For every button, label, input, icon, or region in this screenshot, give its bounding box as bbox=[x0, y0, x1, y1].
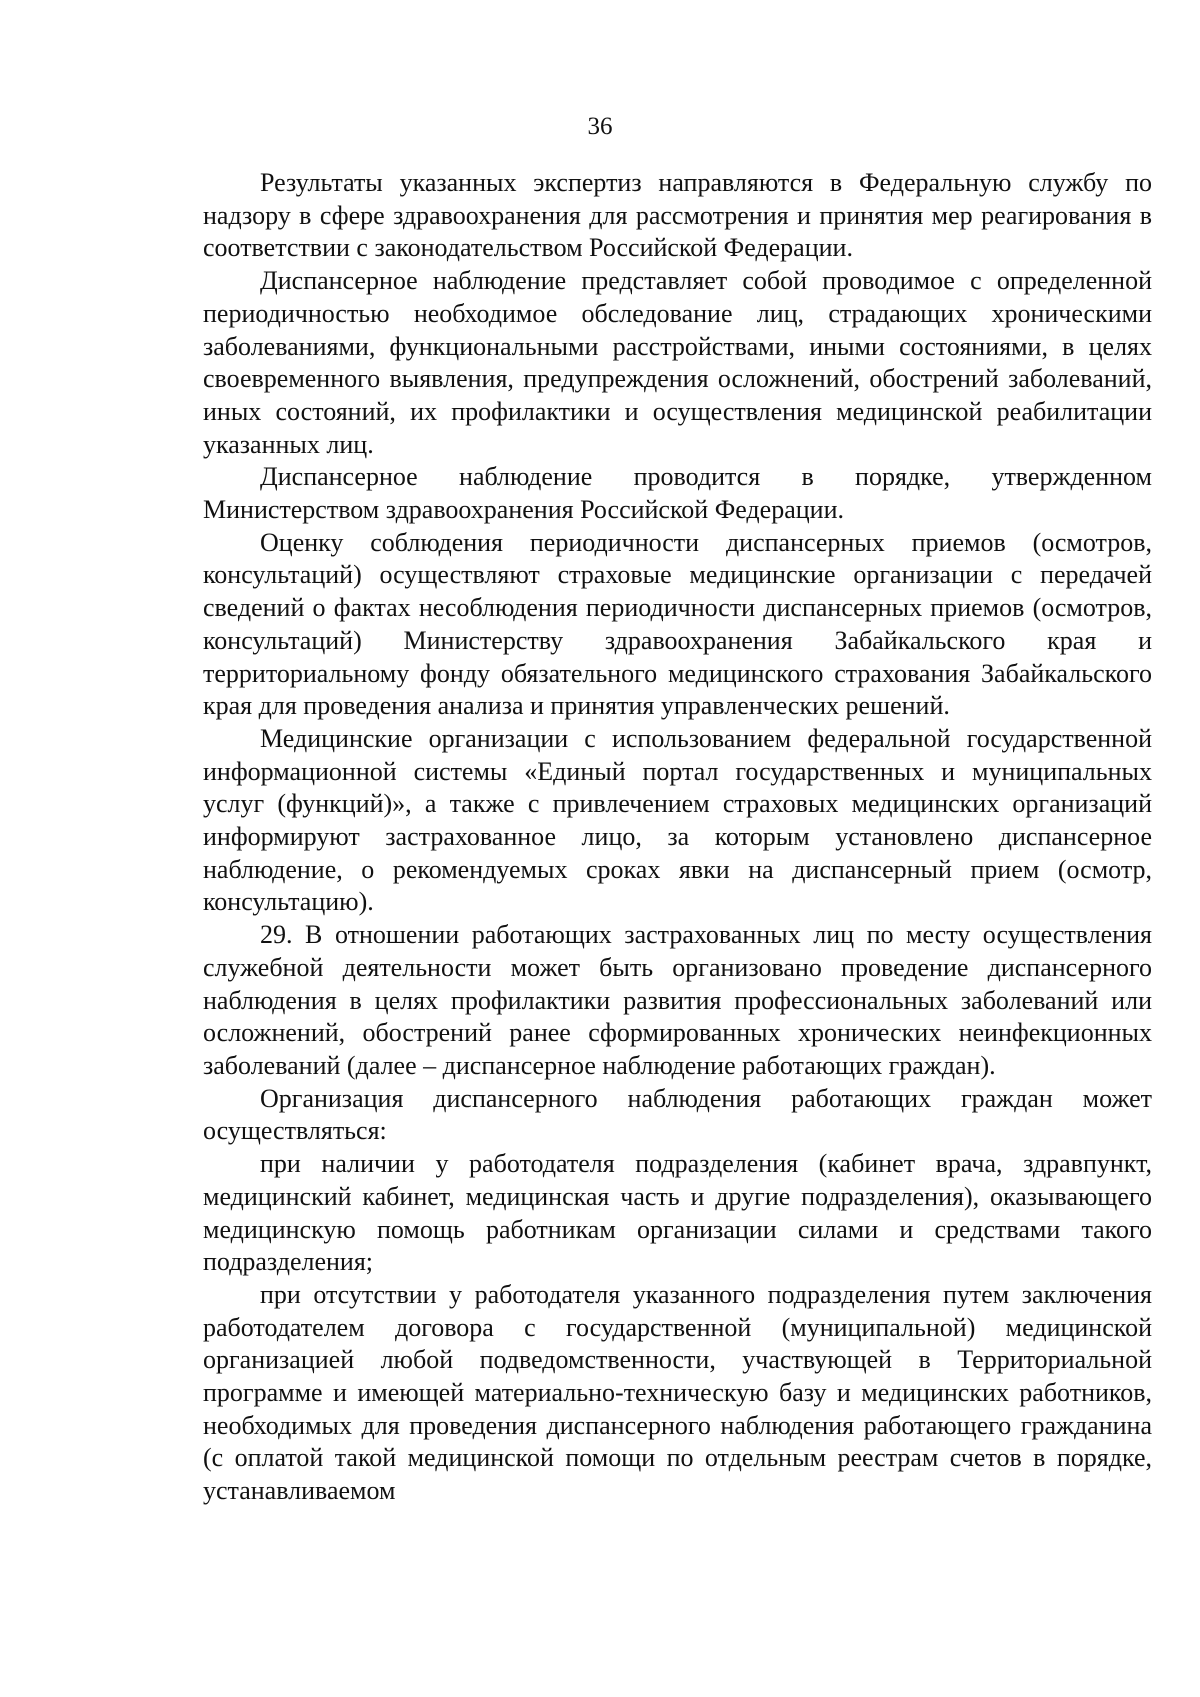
paragraph-dispensary-definition: Диспансерное наблюдение представляет собой проводимое с определенной периодичностью необходимое обследование лиц, страдающих хроническими заболеваниями, функциональными расстройствами, иными состояниями, в целях своевременного выявления, предупреждения осложнений, обострений заболеваний, иных состояний, их профилактики и осуществления медицинской реабилитации указанных лиц. bbox=[203, 266, 1152, 459]
paragraph-dispensary-procedure: Диспансерное наблюдение проводится в порядке, утвержденном Министерством здравоохранения Российской Федерации. bbox=[203, 462, 1152, 525]
paragraph-informing-insured: Медицинские организации с использованием федеральной государственной информационной системы «Единый портал государственных и муниципальных услуг (функций)», а также с привлечением страховых медицинских организаций информируют застрахованное лицо, за которым установлено диспансерное наблюдение, о рекомендуемых сроках явки на диспансерный прием (осмотр, консультацию). bbox=[203, 723, 1152, 917]
paragraph-periodicity-assessment: Оценку соблюдения периодичности диспансерных приемов (осмотров, консультаций) осуществляют страховые медицинские организации с передачей сведений о фактах несоблюдения периодичности диспансерных приемов (осмотров, консультаций) Министерству здравоохранения Забайкальского края и территориальному фонду обязательного медицинского страхования Забайкальского края для проведения анализа и принятия управленческих решений. bbox=[203, 527, 1152, 721]
document-body bbox=[203, 167, 1152, 1508]
paragraph-organization-intro: Организация диспансерного наблюдения работающих граждан может осуществляться: bbox=[203, 1083, 1152, 1146]
paragraph-expertise-results: Результаты указанных экспертиз направляются в Федеральную службу по надзору в сфере здравоохранения для рассмотрения и принятия мер реагирования в соответствии с законодательством Российской Федерации. bbox=[203, 168, 1152, 263]
paragraph-employer-unit-present: при наличии у работодателя подразделения (кабинет врача, здравпункт, медицинский кабинет, медицинская часть и другие подразделения), оказывающего медицинскую помощь работникам организации силами и средствами такого подразделения; bbox=[203, 1149, 1152, 1277]
paragraph-item-29: 29. В отношении работающих застрахованных лиц по месту осуществления служебной деятельности может быть организовано проведение диспансерного наблюдения в целях профилактики развития профессиональных заболеваний или осложнений, обострений ранее сформированных хронических неинфекционных заболеваний (далее – диспансерное наблюдение работающих граждан). bbox=[203, 920, 1152, 1080]
paragraph-employer-unit-absent: при отсутствии у работодателя указанного подразделения путем заключения работодателем договора с государственной (муниципальной) медицинской организацией любой подведомственности, участвующей в Территориальной программе и имеющей материально-техническую базу и медицинских работников, необходимых для проведения диспансерного наблюдения работающего гражданина (с оплатой такой медицинской помощи по отдельным реестрам счетов в порядке, устанавливаемом bbox=[203, 1279, 1152, 1506]
page-number: 36 bbox=[587, 113, 613, 140]
